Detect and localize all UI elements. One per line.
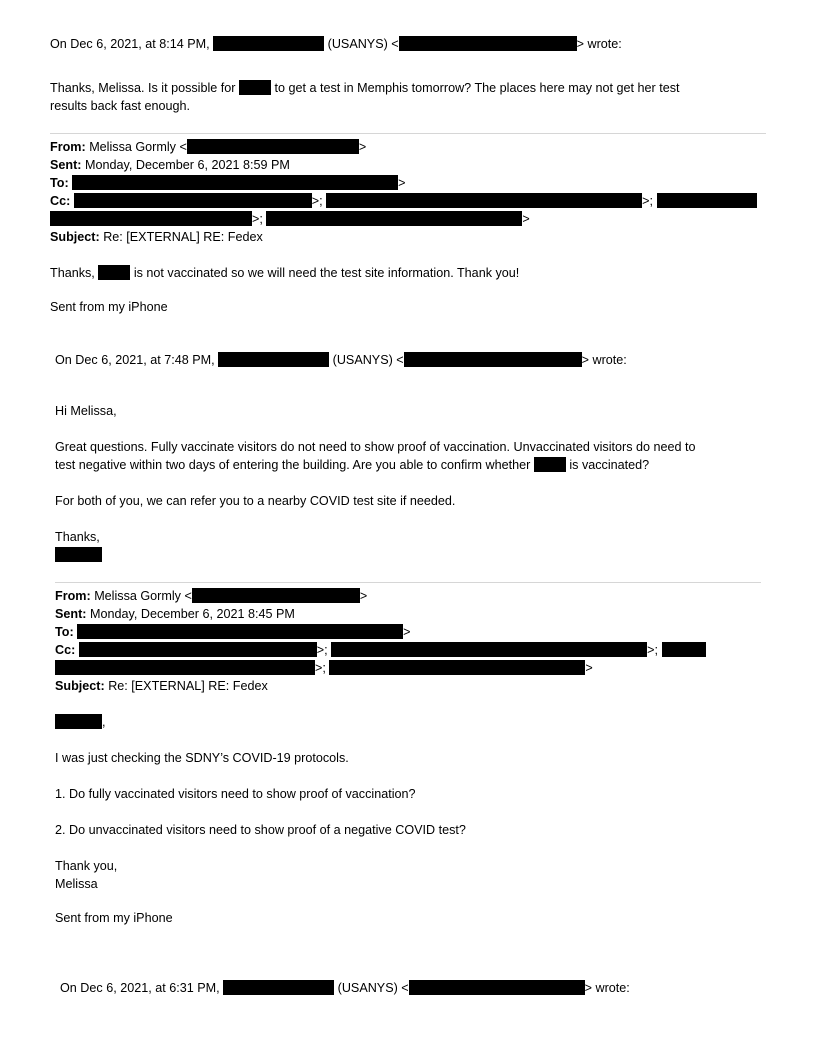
signature: Sent from my iPhone xyxy=(55,911,173,925)
redaction xyxy=(326,193,642,208)
closing: Thanks, xyxy=(55,530,100,544)
question-item: 2. Do unvaccinated visitors need to show proof of a negative COVID test? xyxy=(55,823,466,837)
redaction xyxy=(79,642,317,657)
header-cc: Cc: >; >; xyxy=(55,641,706,659)
reply-line: Thanks, Melissa. Is it possible for to get a test in Memphis tomorrow? The places here may not get her test xyxy=(50,81,680,95)
reply-line: test negative within two days of entering the building. Are you able to confirm whether is vaccinated? xyxy=(55,458,650,472)
wrote-line: On Dec 6, 2021, at 7:48 PM, (USANYS) < > wrote: xyxy=(55,353,627,367)
header-to: To: > xyxy=(55,625,411,639)
redaction xyxy=(55,714,102,729)
header-from: From: Melissa Gormly < > xyxy=(55,589,368,603)
redaction xyxy=(218,352,329,367)
salutation-redacted: , xyxy=(55,713,106,731)
signature-redacted xyxy=(55,546,102,564)
question-item: 1. Do fully vaccinated visitors need to show proof of vaccination? xyxy=(55,787,416,801)
redaction xyxy=(55,547,102,562)
header-sent: Sent: Monday, December 6, 2021 8:59 PM xyxy=(50,158,290,172)
redaction xyxy=(72,175,398,190)
header-cc-cont: >; > xyxy=(55,659,593,677)
header-sent: Sent: Monday, December 6, 2021 8:45 PM xyxy=(55,607,295,621)
redaction xyxy=(534,457,566,472)
wrote-line: On Dec 6, 2021, at 8:14 PM, (USANYS) < > wrote: xyxy=(50,37,622,51)
header-to: To: > xyxy=(50,176,406,190)
reply-line: For both of you, we can refer you to a nearby COVID test site if needed. xyxy=(55,494,456,508)
divider xyxy=(55,582,761,583)
redaction xyxy=(657,193,757,208)
redaction xyxy=(662,642,706,657)
header-cc-cont: >; > xyxy=(50,210,530,228)
redaction xyxy=(187,139,359,154)
redaction xyxy=(98,265,130,280)
redaction xyxy=(404,352,582,367)
redaction xyxy=(77,624,403,639)
signature: Sent from my iPhone xyxy=(50,300,168,314)
closing: Thank you, xyxy=(55,859,118,873)
closing-name: Melissa xyxy=(55,877,98,891)
redaction xyxy=(74,193,312,208)
redaction xyxy=(329,660,585,675)
redaction xyxy=(266,211,522,226)
redaction xyxy=(213,36,324,51)
header-subject: Subject: Re: [EXTERNAL] RE: Fedex xyxy=(55,679,268,693)
header-cc: Cc: >; >; xyxy=(50,192,757,210)
header-subject: Subject: Re: [EXTERNAL] RE: Fedex xyxy=(50,230,263,244)
reply-line: Great questions. Fully vaccinate visitors do not need to show proof of vaccination. Unvaccinated visitors do need to xyxy=(55,440,696,454)
redaction xyxy=(192,588,360,603)
reply-line: results back fast enough. xyxy=(50,99,191,113)
wrote-line: On Dec 6, 2021, at 6:31 PM, (USANYS) < > wrote: xyxy=(60,981,630,995)
reply-line: I was just checking the SDNY’s COVID-19 protocols. xyxy=(55,751,349,765)
redaction xyxy=(50,211,252,226)
redaction xyxy=(409,980,585,995)
reply-line: Thanks, is not vaccinated so we will need the test site information. Thank you! xyxy=(50,266,520,280)
redaction xyxy=(55,660,315,675)
redaction xyxy=(223,980,334,995)
divider xyxy=(50,133,766,134)
greeting: Hi Melissa, xyxy=(55,404,117,418)
redaction xyxy=(399,36,577,51)
redaction xyxy=(239,80,271,95)
redaction xyxy=(331,642,647,657)
header-from: From: Melissa Gormly < > xyxy=(50,140,367,154)
